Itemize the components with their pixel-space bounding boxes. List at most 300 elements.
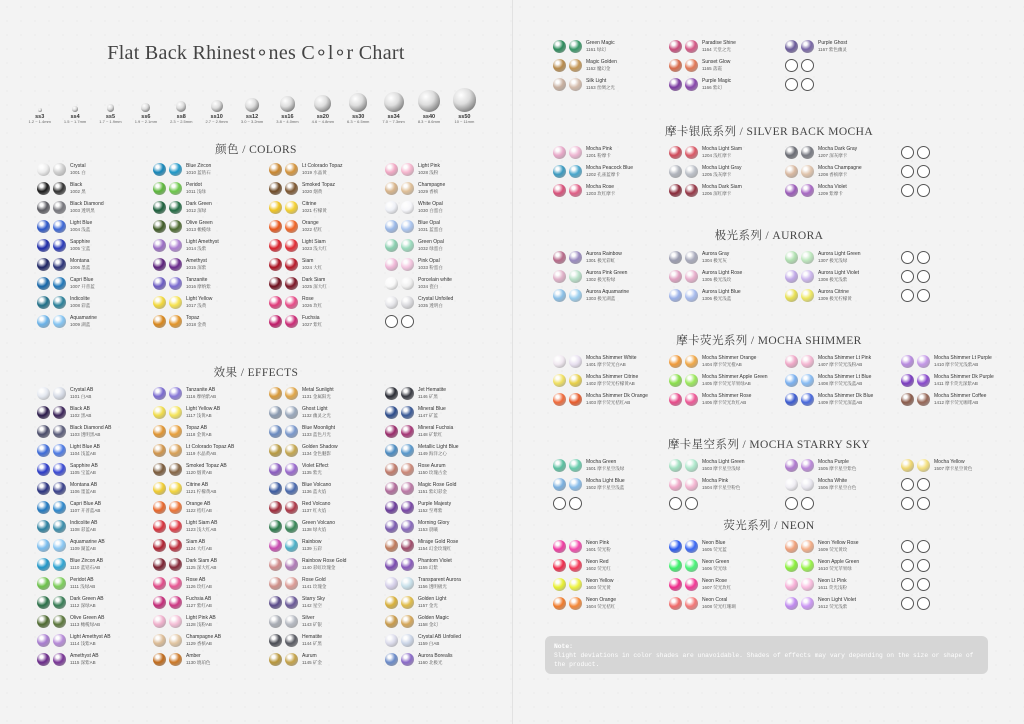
rhinestone-swatch-icon bbox=[685, 393, 698, 406]
rhinestone-swatch-icon bbox=[169, 387, 182, 400]
rhinestone-swatch-icon bbox=[569, 289, 582, 302]
color-code: 1130 琥珀色 bbox=[186, 659, 211, 665]
color-code: 1035 透明白 bbox=[418, 302, 443, 308]
color-code: 1034 瓷白 bbox=[418, 283, 439, 289]
rhinestone-swatch-icon bbox=[269, 634, 282, 647]
color-swatch-item bbox=[153, 255, 269, 274]
color-code: 1014 浅紫 bbox=[186, 245, 207, 251]
rhinestone-swatch-icon bbox=[685, 578, 698, 591]
rhinestone-swatch-icon bbox=[285, 653, 298, 666]
color-swatch-item bbox=[385, 536, 501, 555]
size-item bbox=[128, 103, 163, 124]
rhinestone-size-icon bbox=[384, 92, 404, 112]
rhinestone-swatch-icon bbox=[685, 184, 698, 197]
rhinestone-swatch-icon bbox=[685, 40, 698, 53]
color-code: 1409 摩卡荧光深蓝AB bbox=[818, 399, 863, 405]
color-swatch-item bbox=[385, 403, 501, 422]
color-code: 1602 荧光红 bbox=[586, 565, 611, 571]
rhinestone-swatch-icon bbox=[153, 201, 166, 214]
rhinestone-size-icon bbox=[141, 103, 150, 112]
color-swatch-item bbox=[37, 555, 153, 574]
rhinestone-swatch-icon bbox=[53, 387, 66, 400]
color-name: Aurora Light Rose bbox=[702, 270, 743, 277]
color-swatch-item bbox=[37, 217, 153, 236]
rhinestone-swatch-icon bbox=[401, 277, 414, 290]
rhinestone-swatch-icon bbox=[53, 653, 66, 666]
rhinestone-swatch-icon bbox=[153, 520, 166, 533]
empty-circle-icon bbox=[785, 78, 798, 91]
empty-circle-icon bbox=[785, 59, 798, 72]
rhinestone-swatch-icon bbox=[917, 355, 930, 368]
size-label: ss4 bbox=[70, 113, 80, 120]
rhinestone-swatch-icon bbox=[385, 653, 398, 666]
color-name: Lt Colorado Topaz bbox=[302, 163, 343, 170]
color-code: 1117 浅黄AB bbox=[186, 412, 212, 418]
color-swatch-item bbox=[385, 293, 501, 312]
rhinestone-swatch-icon bbox=[569, 146, 582, 159]
rhinestone-swatch-icon bbox=[553, 184, 566, 197]
rhinestone-size-icon bbox=[245, 98, 259, 112]
rhinestone-swatch-icon bbox=[285, 520, 298, 533]
color-swatch-item bbox=[553, 456, 669, 475]
color-code: 1161 绿幻 bbox=[586, 46, 606, 52]
rhinestone-swatch-icon bbox=[685, 270, 698, 283]
size-range: 2.7 ~ 2.9mm bbox=[205, 118, 228, 124]
color-name: Mocha Dark Siam bbox=[702, 184, 742, 191]
rhinestone-swatch-icon bbox=[37, 558, 50, 571]
color-code: 1021 柠檬黄 bbox=[302, 207, 327, 213]
color-code: 1119 水晶黄AB bbox=[186, 450, 217, 456]
color-code: 1162 魔幻金 bbox=[586, 65, 611, 71]
rhinestone-swatch-icon bbox=[553, 78, 566, 91]
color-swatch-item bbox=[669, 371, 785, 390]
size-range: 7.0 ~ 7.3mm bbox=[382, 118, 405, 124]
rhinestone-swatch-icon bbox=[401, 634, 414, 647]
color-swatch-item bbox=[669, 267, 785, 286]
color-name: Silk Light bbox=[586, 78, 607, 85]
rhinestone-swatch-icon bbox=[285, 482, 298, 495]
rhinestone-swatch-icon bbox=[553, 355, 566, 368]
color-swatch-item bbox=[901, 286, 1017, 305]
color-name: Purple Magic bbox=[702, 78, 732, 85]
color-name: Aurora Gray bbox=[702, 251, 730, 258]
color-code: 1144 矿黑 bbox=[302, 640, 322, 646]
color-swatch-item bbox=[669, 494, 785, 513]
color-swatch-item bbox=[153, 293, 269, 312]
color-swatch-item bbox=[37, 479, 153, 498]
color-name: Golden Shadow bbox=[302, 444, 338, 451]
rhinestone-swatch-icon bbox=[53, 501, 66, 514]
color-code: 1156 透明极光 bbox=[418, 583, 447, 589]
color-name: Blue Volcano bbox=[302, 482, 332, 489]
color-code: 1016 摩纳紫 bbox=[186, 283, 211, 289]
color-code: 1002 黑 bbox=[70, 188, 86, 194]
color-swatch-item bbox=[269, 198, 385, 217]
rhinestone-swatch-icon bbox=[385, 201, 398, 214]
size-item bbox=[57, 106, 92, 124]
color-name: Tanzanite bbox=[186, 277, 208, 284]
rhinestone-swatch-icon bbox=[37, 182, 50, 195]
color-swatch-item bbox=[669, 75, 785, 94]
rhinestone-swatch-icon bbox=[269, 577, 282, 590]
rhinestone-swatch-icon bbox=[553, 270, 566, 283]
color-name: Aurora Aquamarine bbox=[586, 289, 630, 296]
color-swatch-item bbox=[269, 517, 385, 536]
section-title-aurora: 极光系列 / AURORA bbox=[714, 230, 824, 242]
rhinestone-swatch-icon bbox=[269, 520, 282, 533]
color-name: Purple Majesty bbox=[418, 501, 452, 508]
color-code: 1012 深绿 bbox=[186, 207, 207, 213]
rhinestone-swatch-icon bbox=[385, 615, 398, 628]
rhinestone-swatch-icon bbox=[169, 520, 182, 533]
color-code: 1507 摩卡星空黄色 bbox=[934, 465, 973, 471]
color-name: Neon Red bbox=[586, 559, 609, 566]
rhinestone-swatch-icon bbox=[53, 444, 66, 457]
rhinestone-swatch-icon bbox=[553, 578, 566, 591]
color-code: 1501 摩卡星空浅绿 bbox=[586, 465, 625, 471]
color-code: 1110 蓝锆石AB bbox=[70, 564, 101, 570]
color-swatch-item bbox=[901, 475, 1017, 494]
color-swatch-item bbox=[901, 143, 1017, 162]
color-swatch-item bbox=[553, 352, 669, 371]
color-name: Mocha Shimmer Lt Pink bbox=[818, 355, 872, 362]
rhinestone-swatch-icon bbox=[385, 634, 398, 647]
rhinestone-swatch-icon bbox=[669, 59, 682, 72]
color-swatch-item bbox=[785, 267, 901, 286]
color-code: 1605 荧光蓝 bbox=[702, 546, 727, 552]
empty-circle-icon bbox=[901, 478, 914, 491]
right-page bbox=[512, 0, 1024, 724]
color-swatch-item bbox=[669, 56, 785, 75]
rhinestone-swatch-icon bbox=[169, 558, 182, 571]
color-swatch-item bbox=[553, 56, 669, 75]
color-swatch-item bbox=[553, 162, 669, 181]
rhinestone-swatch-icon bbox=[785, 146, 798, 159]
rhinestone-swatch-icon bbox=[269, 615, 282, 628]
rhinestone-swatch-icon bbox=[37, 653, 50, 666]
color-name: Mocha Shimmer Dk Purple bbox=[934, 374, 994, 381]
color-name: Capri Blue AB bbox=[70, 501, 102, 508]
rhinestone-swatch-icon bbox=[553, 251, 566, 264]
color-code: 1308 极光浅紫 bbox=[818, 276, 848, 282]
rhinestone-swatch-icon bbox=[269, 201, 282, 214]
color-code: 1151 紫幻彩金 bbox=[418, 488, 447, 494]
rhinestone-swatch-icon bbox=[569, 251, 582, 264]
rhinestone-size-icon bbox=[349, 93, 367, 111]
color-swatch-item bbox=[269, 293, 385, 312]
rhinestone-swatch-icon bbox=[569, 355, 582, 368]
rhinestone-swatch-icon bbox=[269, 501, 282, 514]
color-swatch-item bbox=[37, 460, 153, 479]
color-code: 1126 玫红AB bbox=[186, 583, 212, 589]
color-swatch-item bbox=[785, 594, 901, 613]
color-code: 1116 摩纳紫AB bbox=[186, 393, 217, 399]
rhinestone-swatch-icon bbox=[785, 478, 798, 491]
color-name: White Opal bbox=[418, 201, 443, 208]
color-code: 1405 摩卡荧光苹果绿AB bbox=[702, 380, 751, 386]
size-label: ss10 bbox=[210, 113, 223, 120]
color-code: 1137 红火焰 bbox=[302, 507, 327, 513]
rhinestone-swatch-icon bbox=[285, 444, 298, 457]
rhinestone-swatch-icon bbox=[785, 355, 798, 368]
rhinestone-swatch-icon bbox=[785, 578, 798, 591]
color-name: Mocha Dark Gray bbox=[818, 146, 858, 153]
rhinestone-swatch-icon bbox=[169, 220, 182, 233]
color-name: Aurora Pink Green bbox=[586, 270, 628, 277]
rhinestone-swatch-icon bbox=[385, 425, 398, 438]
color-swatch-item bbox=[385, 555, 501, 574]
color-code: 1309 极光柠檬黄 bbox=[818, 295, 852, 301]
color-swatch-item bbox=[385, 650, 501, 669]
color-code: 1020 烟黄 bbox=[302, 188, 323, 194]
color-name: Mirage Gold Rose bbox=[418, 539, 459, 546]
color-swatch-item bbox=[37, 255, 153, 274]
rhinestone-swatch-icon bbox=[401, 387, 414, 400]
color-name: Tanzanite AB bbox=[186, 387, 216, 394]
rhinestone-size-icon bbox=[314, 95, 331, 112]
rhinestone-swatch-icon bbox=[169, 615, 182, 628]
rhinestone-swatch-icon bbox=[785, 459, 798, 472]
rhinestone-swatch-icon bbox=[553, 559, 566, 572]
rhinestone-swatch-icon bbox=[37, 596, 50, 609]
color-name: Porcelain white bbox=[418, 277, 452, 284]
color-code: 1150 玫瑰古金 bbox=[418, 469, 447, 475]
size-range: 1.2 ~ 1.4mm bbox=[28, 118, 51, 124]
rhinestone-swatch-icon bbox=[53, 220, 66, 233]
rhinestone-swatch-icon bbox=[385, 277, 398, 290]
color-code: 1017 浅黄 bbox=[186, 302, 207, 308]
color-name: Neon Yellow bbox=[586, 578, 614, 585]
rhinestone-swatch-icon bbox=[801, 559, 814, 572]
rhinestone-swatch-icon bbox=[169, 163, 182, 176]
color-name: Crystal AB bbox=[70, 387, 94, 394]
rhinestone-swatch-icon bbox=[801, 270, 814, 283]
color-name: Aquamarine AB bbox=[70, 539, 105, 546]
rhinestone-swatch-icon bbox=[685, 459, 698, 472]
color-swatch-item bbox=[153, 555, 269, 574]
color-name: Mocha Light Green bbox=[702, 459, 745, 466]
rhinestone-swatch-icon bbox=[685, 478, 698, 491]
color-swatch-item bbox=[785, 537, 901, 556]
color-code: 1024 大红 bbox=[302, 264, 323, 270]
color-swatch-item bbox=[669, 181, 785, 200]
color-swatch-item bbox=[785, 286, 901, 305]
color-code: 1302 极光粉绿 bbox=[586, 276, 616, 282]
note-box bbox=[545, 636, 988, 674]
color-swatch-item bbox=[153, 650, 269, 669]
color-code: 1612 荧光浅紫 bbox=[818, 603, 848, 609]
color-name: Mocha Violet bbox=[818, 184, 847, 191]
section-title-effects: 效果 / EFFECTS bbox=[213, 367, 299, 379]
empty-circle-icon bbox=[401, 315, 414, 328]
rhinestone-swatch-icon bbox=[685, 355, 698, 368]
empty-circle-icon bbox=[917, 497, 930, 510]
color-swatch-item bbox=[385, 631, 501, 650]
color-code: 1134 金色魅影 bbox=[302, 450, 331, 456]
color-name: Mocha Shimmer Citrine bbox=[586, 374, 639, 381]
rhinestone-swatch-icon bbox=[37, 277, 50, 290]
color-code: 1127 紫红AB bbox=[186, 602, 212, 608]
rhinestone-swatch-icon bbox=[553, 478, 566, 491]
rhinestone-swatch-icon bbox=[53, 596, 66, 609]
rhinestone-swatch-icon bbox=[685, 59, 698, 72]
color-name: Light Siam AB bbox=[186, 520, 218, 527]
color-swatch-item bbox=[153, 536, 269, 555]
color-swatch-item bbox=[385, 217, 501, 236]
color-name: Sunset Glow bbox=[702, 59, 731, 66]
color-name: Mocha Shimmer Dk Orange bbox=[586, 393, 648, 400]
color-swatch-item bbox=[37, 612, 153, 631]
rhinestone-swatch-icon bbox=[153, 258, 166, 271]
color-swatch-item bbox=[553, 248, 669, 267]
rhinestone-swatch-icon bbox=[669, 597, 682, 610]
color-name: Indicolite AB bbox=[70, 520, 98, 527]
color-code: 1163 丝绸之光 bbox=[586, 84, 615, 90]
color-swatch-item bbox=[269, 312, 385, 331]
empty-circle-icon bbox=[917, 146, 930, 159]
color-name: Aurum bbox=[302, 653, 317, 660]
color-swatch-item bbox=[901, 594, 1017, 613]
color-code: 1502 摩卡星空浅蓝 bbox=[586, 484, 625, 490]
note-heading: Note: bbox=[554, 643, 573, 650]
color-code: 1153 晨曦 bbox=[418, 526, 438, 532]
rhinestone-swatch-icon bbox=[153, 220, 166, 233]
rhinestone-swatch-icon bbox=[385, 482, 398, 495]
color-swatch-item bbox=[37, 384, 153, 403]
color-code: 1154 幻金玫瑰红 bbox=[418, 545, 452, 551]
color-swatch-item bbox=[153, 574, 269, 593]
color-swatch-item bbox=[553, 37, 669, 56]
color-code: 1114 浅紫AB bbox=[70, 640, 96, 646]
rhinestone-swatch-icon bbox=[153, 163, 166, 176]
rhinestone-swatch-icon bbox=[153, 634, 166, 647]
color-name: Neon Light Violet bbox=[818, 597, 856, 604]
rhinestone-swatch-icon bbox=[685, 165, 698, 178]
color-swatch-item bbox=[553, 371, 669, 390]
color-name: Mineral Blue bbox=[418, 406, 446, 413]
color-swatch-item bbox=[37, 312, 153, 331]
rhinestone-swatch-icon bbox=[37, 406, 50, 419]
color-swatch-item bbox=[153, 631, 269, 650]
color-swatch-item bbox=[785, 143, 901, 162]
color-swatch-item bbox=[153, 179, 269, 198]
color-name: Starry Sky bbox=[302, 596, 326, 603]
color-name: Aurora Light Green bbox=[818, 251, 861, 258]
rhinestone-swatch-icon bbox=[569, 184, 582, 197]
color-name: Champagne bbox=[418, 182, 446, 189]
color-name: Aurora Citrine bbox=[818, 289, 849, 296]
color-code: 1125 深大红AB bbox=[186, 564, 217, 570]
rhinestone-swatch-icon bbox=[285, 596, 298, 609]
color-code: 1306 极光浅蓝 bbox=[702, 295, 732, 301]
color-swatch-item bbox=[385, 274, 501, 293]
rhinestone-swatch-icon bbox=[917, 459, 930, 472]
size-range: 1.9 ~ 2.1mm bbox=[134, 118, 158, 124]
rhinestone-swatch-icon bbox=[269, 425, 282, 438]
color-name: Dark Siam AB bbox=[186, 558, 218, 565]
color-name: Mocha Shimmer Apple Green bbox=[702, 374, 768, 381]
rhinestone-swatch-icon bbox=[785, 165, 798, 178]
color-name: Olive Green AB bbox=[70, 615, 105, 622]
rhinestone-swatch-icon bbox=[785, 289, 798, 302]
color-swatch-item bbox=[669, 352, 785, 371]
rhinestone-swatch-icon bbox=[285, 501, 298, 514]
rhinestone-swatch-icon bbox=[37, 220, 50, 233]
section-title-neon: 荧光系列 / NEON bbox=[723, 520, 815, 532]
rhinestone-swatch-icon bbox=[801, 578, 814, 591]
color-code: 1609 荧光黄玫 bbox=[818, 546, 848, 552]
rhinestone-swatch-icon bbox=[785, 540, 798, 553]
rhinestone-swatch-icon bbox=[569, 597, 582, 610]
rhinestone-swatch-icon bbox=[569, 578, 582, 591]
color-swatch-item bbox=[37, 293, 153, 312]
color-code: 1121 柠檬黄AB bbox=[186, 488, 217, 494]
color-swatch-item bbox=[153, 460, 269, 479]
rhinestone-swatch-icon bbox=[285, 182, 298, 195]
color-code: 1010 蓝锆石 bbox=[186, 169, 211, 175]
size-label: ss30 bbox=[352, 113, 365, 120]
rhinestone-swatch-icon bbox=[801, 40, 814, 53]
rhinestone-swatch-icon bbox=[169, 596, 182, 609]
rhinestone-swatch-icon bbox=[801, 251, 814, 264]
color-name: Light Siam bbox=[302, 239, 326, 246]
color-swatch-item bbox=[901, 267, 1017, 286]
color-code: 1301 极光彩虹 bbox=[586, 257, 616, 263]
color-swatch-item bbox=[37, 536, 153, 555]
empty-circle-icon bbox=[901, 540, 914, 553]
rhinestone-swatch-icon bbox=[385, 539, 398, 552]
rhinestone-swatch-icon bbox=[569, 540, 582, 553]
color-swatch-item bbox=[785, 575, 901, 594]
color-swatch-item bbox=[553, 390, 669, 409]
color-swatch-item bbox=[269, 160, 385, 179]
empty-circle-icon bbox=[801, 78, 814, 91]
rhinestone-swatch-icon bbox=[685, 374, 698, 387]
color-name: Neon Rose bbox=[702, 578, 728, 585]
color-code: 1120 烟黄AB bbox=[186, 469, 212, 475]
rhinestone-swatch-icon bbox=[269, 463, 282, 476]
color-swatch-item bbox=[153, 441, 269, 460]
color-code: 1028 浅粉 bbox=[418, 169, 439, 175]
color-name: Mocha Light Blue bbox=[586, 478, 625, 485]
color-name: Mocha Shimmer Dk Blue bbox=[818, 393, 874, 400]
color-code: 1132 幽灵之光 bbox=[302, 412, 331, 418]
rhinestone-swatch-icon bbox=[917, 393, 930, 406]
color-swatch-item bbox=[785, 352, 901, 371]
color-name: Mocha Green bbox=[586, 459, 617, 466]
color-code: 1403 摩卡荧光桔红AB bbox=[586, 399, 631, 405]
rhinestone-swatch-icon bbox=[569, 393, 582, 406]
color-code: 1138 绿火焰 bbox=[302, 526, 327, 532]
color-swatch-item bbox=[669, 575, 785, 594]
empty-circle-icon bbox=[901, 559, 914, 572]
color-name: Mocha Purple bbox=[818, 459, 849, 466]
rhinestone-swatch-icon bbox=[37, 387, 50, 400]
rhinestone-swatch-icon bbox=[37, 501, 50, 514]
color-code: 1160 北极光 bbox=[418, 659, 443, 665]
rhinestone-swatch-icon bbox=[169, 182, 182, 195]
rhinestone-swatch-icon bbox=[553, 540, 566, 553]
color-swatch-item bbox=[269, 403, 385, 422]
color-code: 1205 浅灰摩卡 bbox=[702, 171, 732, 177]
rhinestone-swatch-icon bbox=[269, 558, 282, 571]
color-swatch-item bbox=[901, 248, 1017, 267]
color-swatch-item bbox=[269, 498, 385, 517]
color-code: 1165 落霞 bbox=[702, 65, 722, 71]
size-label: ss16 bbox=[281, 113, 294, 120]
color-name: Paradise Shine bbox=[702, 40, 736, 47]
color-swatch-item bbox=[269, 441, 385, 460]
